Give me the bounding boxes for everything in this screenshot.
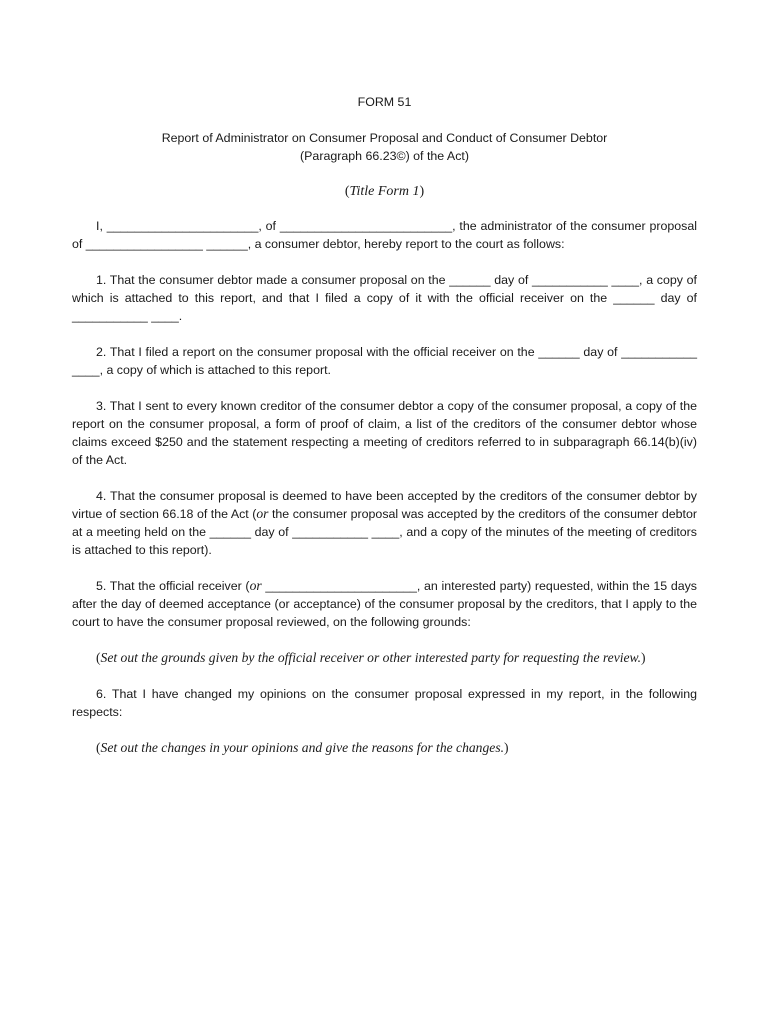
paragraph-4-after: the consumer proposal was accepted by the creditors of the consumer debtor at a meeting held on the ______ day of ___________ ____, and a copy of the minutes of the meeting of creditors is attached to this report). <box>72 507 697 557</box>
changes-close: ) <box>504 740 509 755</box>
paragraph-5-before: 5. That the official receiver ( <box>96 579 250 593</box>
paragraph-5 <box>72 577 697 631</box>
grounds-open: ( <box>96 650 101 665</box>
changes-text: Set out the changes in your opinions and give the reasons for the changes. <box>100 740 505 755</box>
report-title-line-1: Report of Administrator on Consumer Proposal and Conduct of Consumer Debtor <box>161 131 608 145</box>
title-form-text: Title Form 1 <box>349 184 420 199</box>
paragraph-5-italic: or <box>249 578 262 593</box>
title-form-close: ) <box>419 184 425 199</box>
report-title <box>72 129 697 165</box>
paragraph-5-after: ______________________, an interested party) requested, within the 15 days after the day of deemed acceptance (or acceptance) of the consumer proposal by the creditors, that I apply to the court to have the consumer proposal reviewed, on the following grounds: <box>72 579 697 629</box>
paragraph-1: 1. That the consumer debtor made a consumer proposal on the ______ day of ___________ ____, a copy of which is attached to this report, and that I filed a copy of it with the official receiver on the ______ day of ___________ ____. <box>72 273 697 323</box>
grounds-text: Set out the grounds given by the official receiver or other interested party for requesting the review. <box>100 650 642 665</box>
form-content <box>72 93 697 775</box>
paragraph-4-italic: or <box>256 506 269 521</box>
form-number: FORM 51 <box>357 95 412 109</box>
title-form-open: ( <box>344 184 350 199</box>
paragraph-4 <box>72 487 697 559</box>
paragraph-3: 3. That I sent to every known creditor of the consumer debtor a copy of the consumer proposal, a copy of the report on the consumer proposal, a form of proof of claim, a list of the creditors of the consumer debtor whose claims exceed $250 and the statement respecting a meeting of creditors referred to in subparagraph 66.14(b)(iv) of the Act. <box>72 399 697 467</box>
grounds-instruction <box>72 649 697 667</box>
changes-open: ( <box>96 740 101 755</box>
intro-paragraph: I, ______________________, of _________________________, the administrator of the consumer proposal of _________________ ______, a consumer debtor, hereby report to the court as follows: <box>72 219 697 251</box>
report-title-line-2: (Paragraph 66.23©) of the Act) <box>300 149 469 163</box>
paragraph-2: 2. That I filed a report on the consumer proposal with the official receiver on the ______ day of ___________ ____, a copy of which is attached to this report. <box>72 345 697 377</box>
title-form-reference <box>72 183 697 201</box>
paragraph-4-before: 4. That the consumer proposal is deemed to have been accepted by the creditors of the consumer debtor by virtue of section 66.18 of the Act ( <box>72 489 697 521</box>
changes-instruction <box>72 739 697 757</box>
paragraph-6: 6. That I have changed my opinions on the consumer proposal expressed in my report, in the following respects: <box>72 687 697 719</box>
grounds-close: ) <box>641 650 646 665</box>
